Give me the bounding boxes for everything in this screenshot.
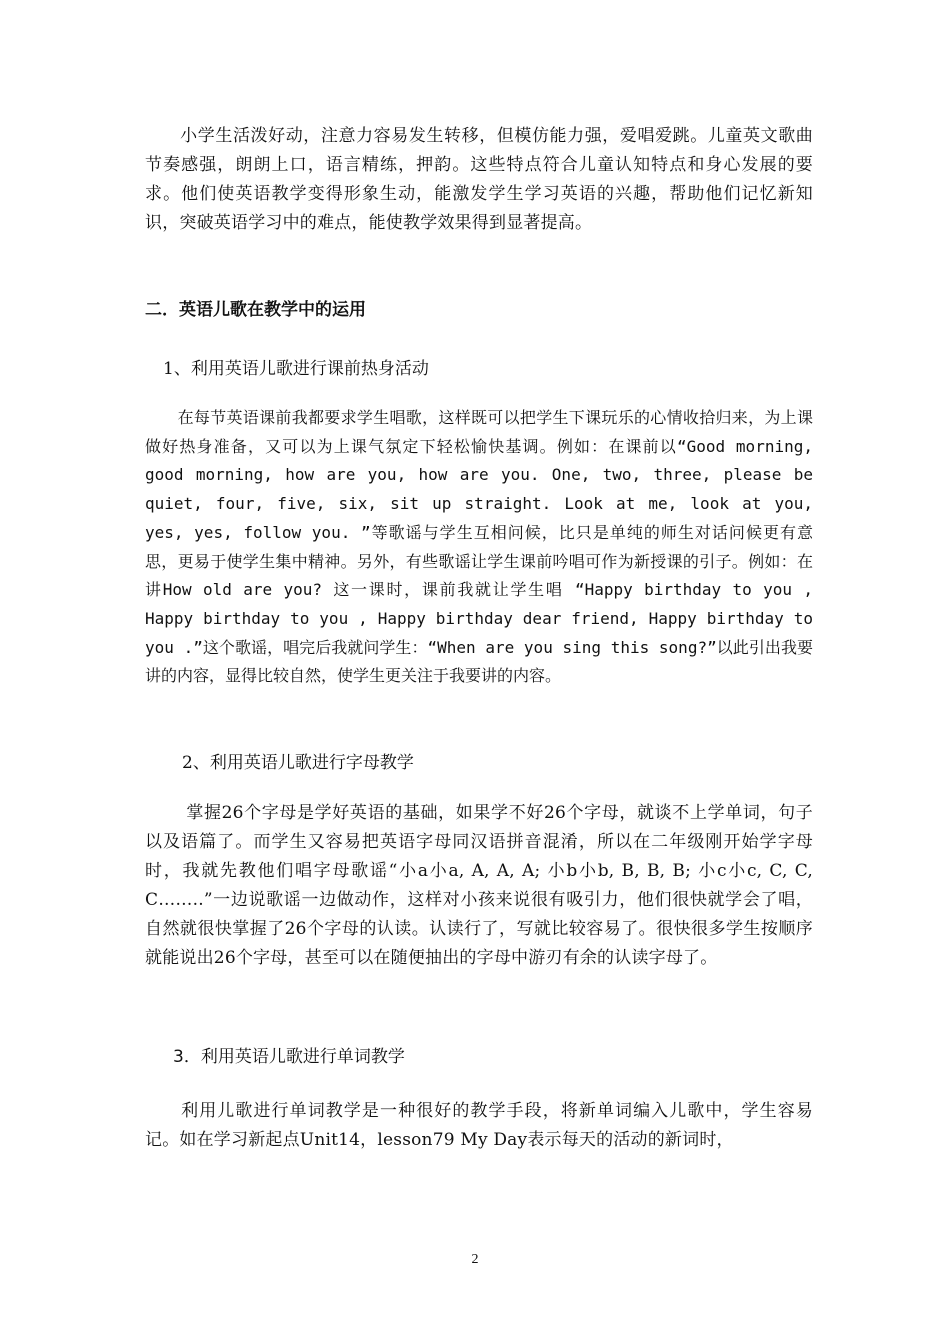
intro-paragraph: 小学生活泼好动，注意力容易发生转移，但模仿能力强，爱唱爱跳。儿童英文歌曲节奏感强，朗朗上口，语言精练，押韵。这些特点符合儿童认知特点和身心发展的要求。他们使英语教学变得形象生动，能激发学生学习英语的兴趣，帮助他们记忆新知识，突破英语学习中的难点，能使教学效果得到显著提高。 [145, 126, 813, 233]
section-heading: 二．英语儿歌在教学中的运用 [145, 300, 366, 320]
subsection-3-paragraph: 利用儿歌进行单词教学是一种很好的教学手段，将新单词编入儿歌中，学生容易记。如在学习新起点Unit14，lesson79 My Day表示每天的活动的新词时， [145, 1101, 813, 1150]
subsection-2-paragraph: 掌握26个字母是学好英语的基础，如果学不好26个字母，就谈不上学单词，句子以及语篇了。而学生又容易把英语字母同汉语拼音混淆，所以在二年级刚开始学字母时，我就先教他们唱字母歌谣“小a小a, A, A, A; 小b小b, B, B, B; 小c小c, C, C, C……..”一边说歌谣一边做动作，这样对小孩来说很有吸引力，他们很快就学会了唱，自然就很快掌握了26个字母的认读。认读行了，写就比较容易了。很快很多学生按顺序就能说出26个字母，甚至可以在随便抽出的字母中游刃有余的认读字母了。 [145, 803, 813, 968]
page-number: 2 [471, 1252, 479, 1267]
subsection-1-paragraph: 在每节英语课前我都要求学生唱歌，这样既可以把学生下课玩乐的心情收拾归来，为上课做好热身准备，又可以为上课气氛定下轻松愉快基调。例如：在课前以“Good morning, good morning, how are you, how are you. One, two, three, please be quiet, four, five, six, sit up straight. Look at me, look at you, yes, yes, follow you. ”等歌谣与学生互相问候，比只是单纯的师生对话问候更有意思，更易于使学生集中精神。另外，有些歌谣让学生课前吟唱可作为新授课的引子。例如：在讲How old are you? 这一课时，课前我就让学生唱 “Happy birthday to you , Happy birthday to you , Happy birthday dear friend, Happy birthday to you .”这个歌谣，唱完后我就问学生：“When are you sing this song?”以此引出我要讲的内容，显得比较自然，使学生更关注于我要讲的内容。 [145, 408, 813, 686]
subsection-1-title: 1、利用英语儿歌进行课前热身活动 [163, 359, 429, 379]
subsection-3-title: 3．利用英语儿歌进行单词教学 [173, 1047, 405, 1067]
subsection-2-title: 2、利用英语儿歌进行字母教学 [182, 753, 414, 773]
